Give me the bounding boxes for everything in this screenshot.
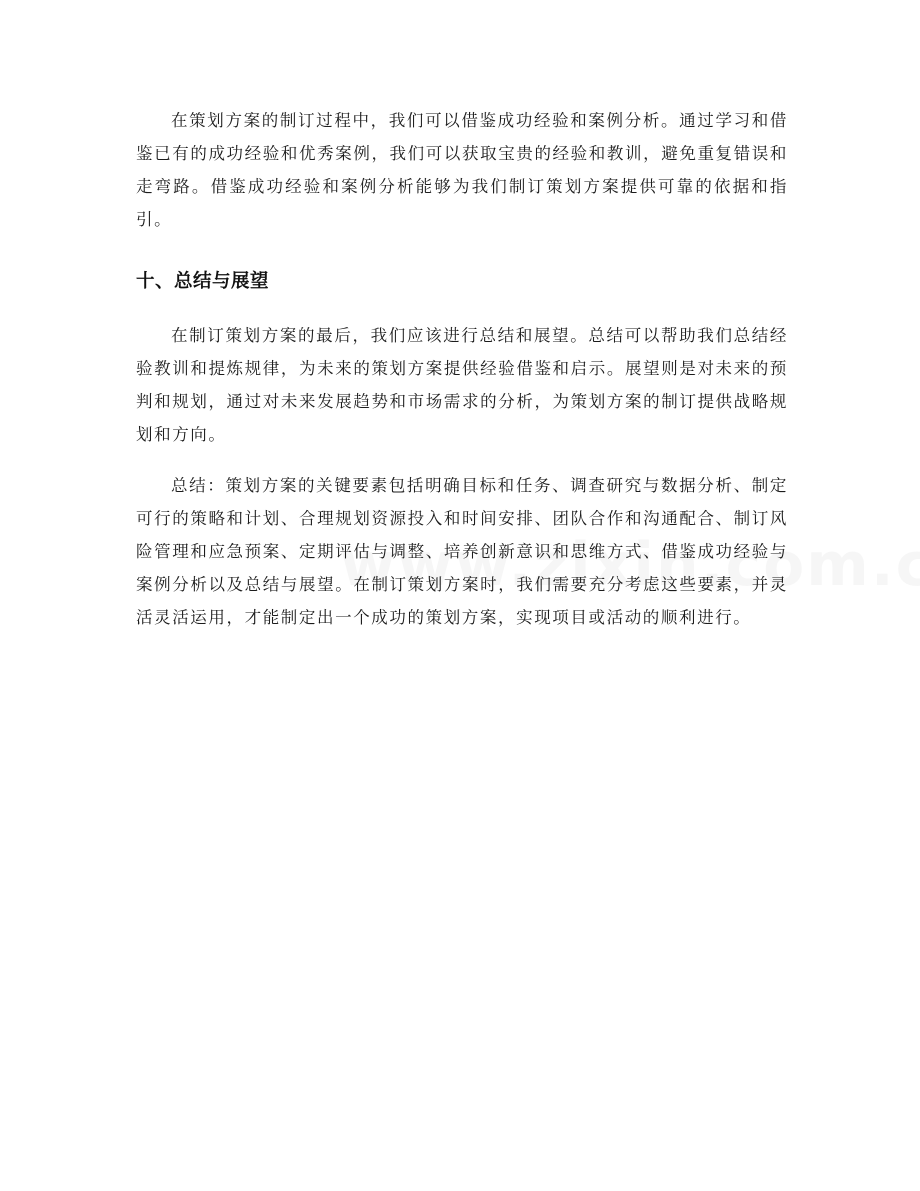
section-heading-summary-outlook: 十、总结与展望 bbox=[136, 271, 270, 292]
paragraph-summary-outlook: 在制订策划方案的最后，我们应该进行总结和展望。总结可以帮助我们总结经验教训和提炼规律，为未来的策划方案提供经验借鉴和启示。展望则是对未来的预判和规划，通过对未来发展趋势和市场需求的分析，为策划方案的制订提供战略规划和方向。 bbox=[136, 326, 788, 444]
document-body bbox=[136, 104, 788, 634]
paragraph-conclusion: 总结：策划方案的关键要素包括明确目标和任务、调查研究与数据分析、制定可行的策略和计划、合理规划资源投入和时间安排、团队合作和沟通配合、制订风险管理和应急预案、定期评估与调整、培养创新意识和思维方式、借鉴成功经验与案例分析以及总结与展望。在制订策划方案时，我们需要充分考虑这些要素，并灵活灵活运用，才能制定出一个成功的策划方案，实现项目或活动的顺利进行。 bbox=[136, 476, 788, 627]
paragraph-experience-cases: 在策划方案的制订过程中，我们可以借鉴成功经验和案例分析。通过学习和借鉴已有的成功经验和优秀案例，我们可以获取宝贵的经验和教训，避免重复错误和走弯路。借鉴成功经验和案例分析能够为我们制订策划方案提供可靠的依据和指引。 bbox=[136, 111, 788, 229]
